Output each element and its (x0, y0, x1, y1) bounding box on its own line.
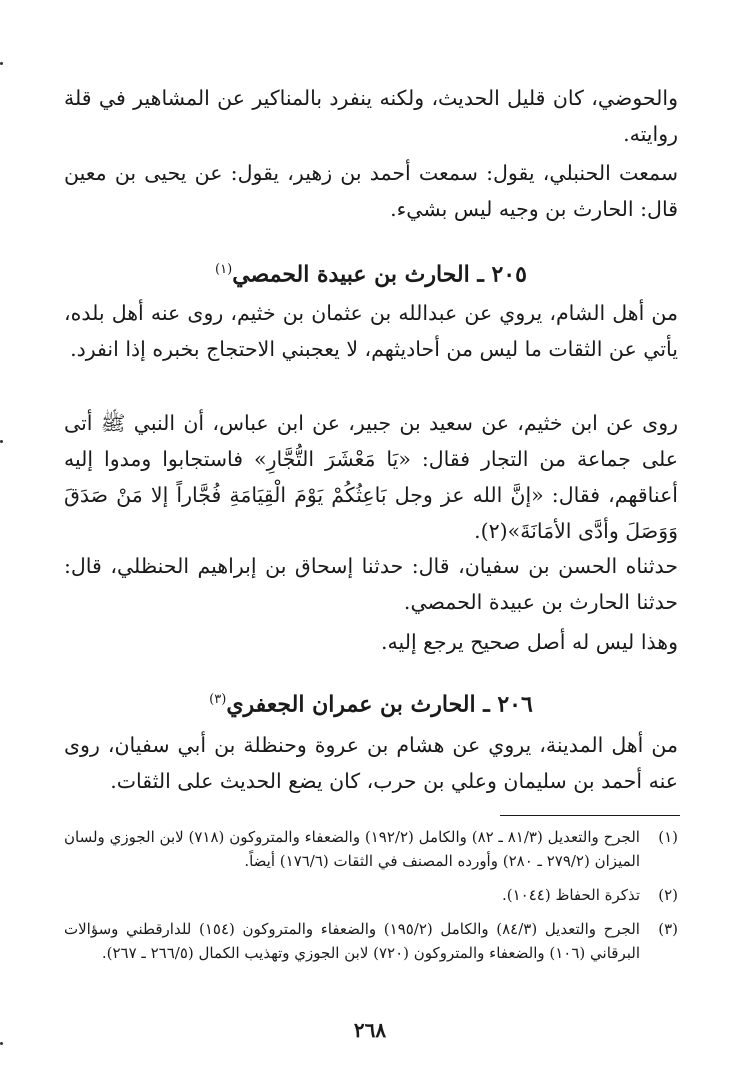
footnote-text: الجرح والتعديل (٨١/٣ ـ ٨٢) والكامل (١٩٢/٢) والضعفاء والمتروكون (٧١٨) لابن الجوزي ولسان الميزان (٢٧٩/٢ ـ ٢٨٠) وأورده المصنف في الثقات (١٧٦/٦) أيضاً. (64, 828, 640, 870)
margin-mark (0, 440, 3, 443)
paragraph-6: وهذا ليس له أصل صحيح يرجع إليه. (381, 630, 678, 654)
footnote-text: الجرح والتعديل (٨٤/٣) والكامل (١٩٥/٢) والضعفاء والمتروكون (١٥٤) للدارقطني وسؤالات البرقاني (١٠٦) والضعفاء والمتروكون (٧٢٠) لابن الجوزي وتهذيب الكمال (٢٦٦/٥ ـ ٢٦٧). (64, 920, 640, 962)
footnote-number: (٢) (658, 886, 678, 904)
footnote-1 (64, 825, 678, 873)
footnote-3 (64, 917, 678, 965)
footnote-number: (٣) (658, 920, 678, 938)
heading-text: ٢٠٦ ـ الحارث بن عمران الجعفري (226, 691, 533, 718)
footnotes (64, 825, 678, 965)
margin-mark (0, 1042, 3, 1045)
paragraph-4: روى عن ابن خثيم، عن سعيد بن جبير، عن ابن عباس، أن النبي ﷺ أتى على جماعة من التجار فقال: «يَا مَعْشَرَ التُّجَّارِ» فاستجابوا ومدوا إليه أعناقهم، فقال: «إنَّ الله عز وجل بَاعِثُكُمْ يَوْمَ الْقِيَامَةِ فُجَّاراً إلا مَنْ صَدَقَ وَوَصَلَ وأدَّى الأمَانَةَ»(٢). (64, 411, 678, 543)
page-number: ٢٦٨ (353, 1018, 387, 1042)
entry-heading-205 (64, 250, 678, 294)
margin-mark (0, 62, 3, 65)
footnote-ref: (٣) (209, 692, 227, 707)
entry-heading-206 (64, 680, 678, 724)
footnote-2 (64, 883, 678, 907)
footnote-text: تذكرة الحفاظ (١٠٤٤). (501, 886, 640, 904)
paragraph-2: سمعت الحنبلي، يقول: سمعت أحمد بن زهير، يقول: عن يحيى بن معين قال: الحارث بن وجيه ليس بشيء. (64, 161, 678, 221)
paragraph-5: حدثناه الحسن بن سفيان، قال: حدثنا إسحاق بن إبراهيم الحنظلي، قال: حدثنا الحارث بن عبيدة الحمصي. (64, 554, 678, 614)
heading-text: ٢٠٥ ـ الحارث بن عبيدة الحمصي (232, 261, 527, 288)
paragraph-1: والحوضي، كان قليل الحديث، ولكنه ينفرد بالمناكير عن المشاهير في قلة روايته. (64, 86, 678, 146)
footnote-number: (١) (658, 828, 678, 846)
paragraph-7: من أهل المدينة، يروي عن هشام بن عروة وحنظلة بن أبي سفيان، روى عنه أحمد بن سليمان وعلي بن حرب، كان يضع الحديث على الثقات. (64, 733, 678, 793)
footnote-ref: (١) (215, 262, 233, 277)
footnote-divider (500, 815, 680, 816)
paragraph-3: من أهل الشام، يروي عن عبدالله بن عثمان بن خثيم، روى عنه أهل بلده، يأتي عن الثقات ما ليس من أحاديثهم، لا يعجبني الاحتجاج بخبره إذا انفرد. (64, 301, 678, 361)
